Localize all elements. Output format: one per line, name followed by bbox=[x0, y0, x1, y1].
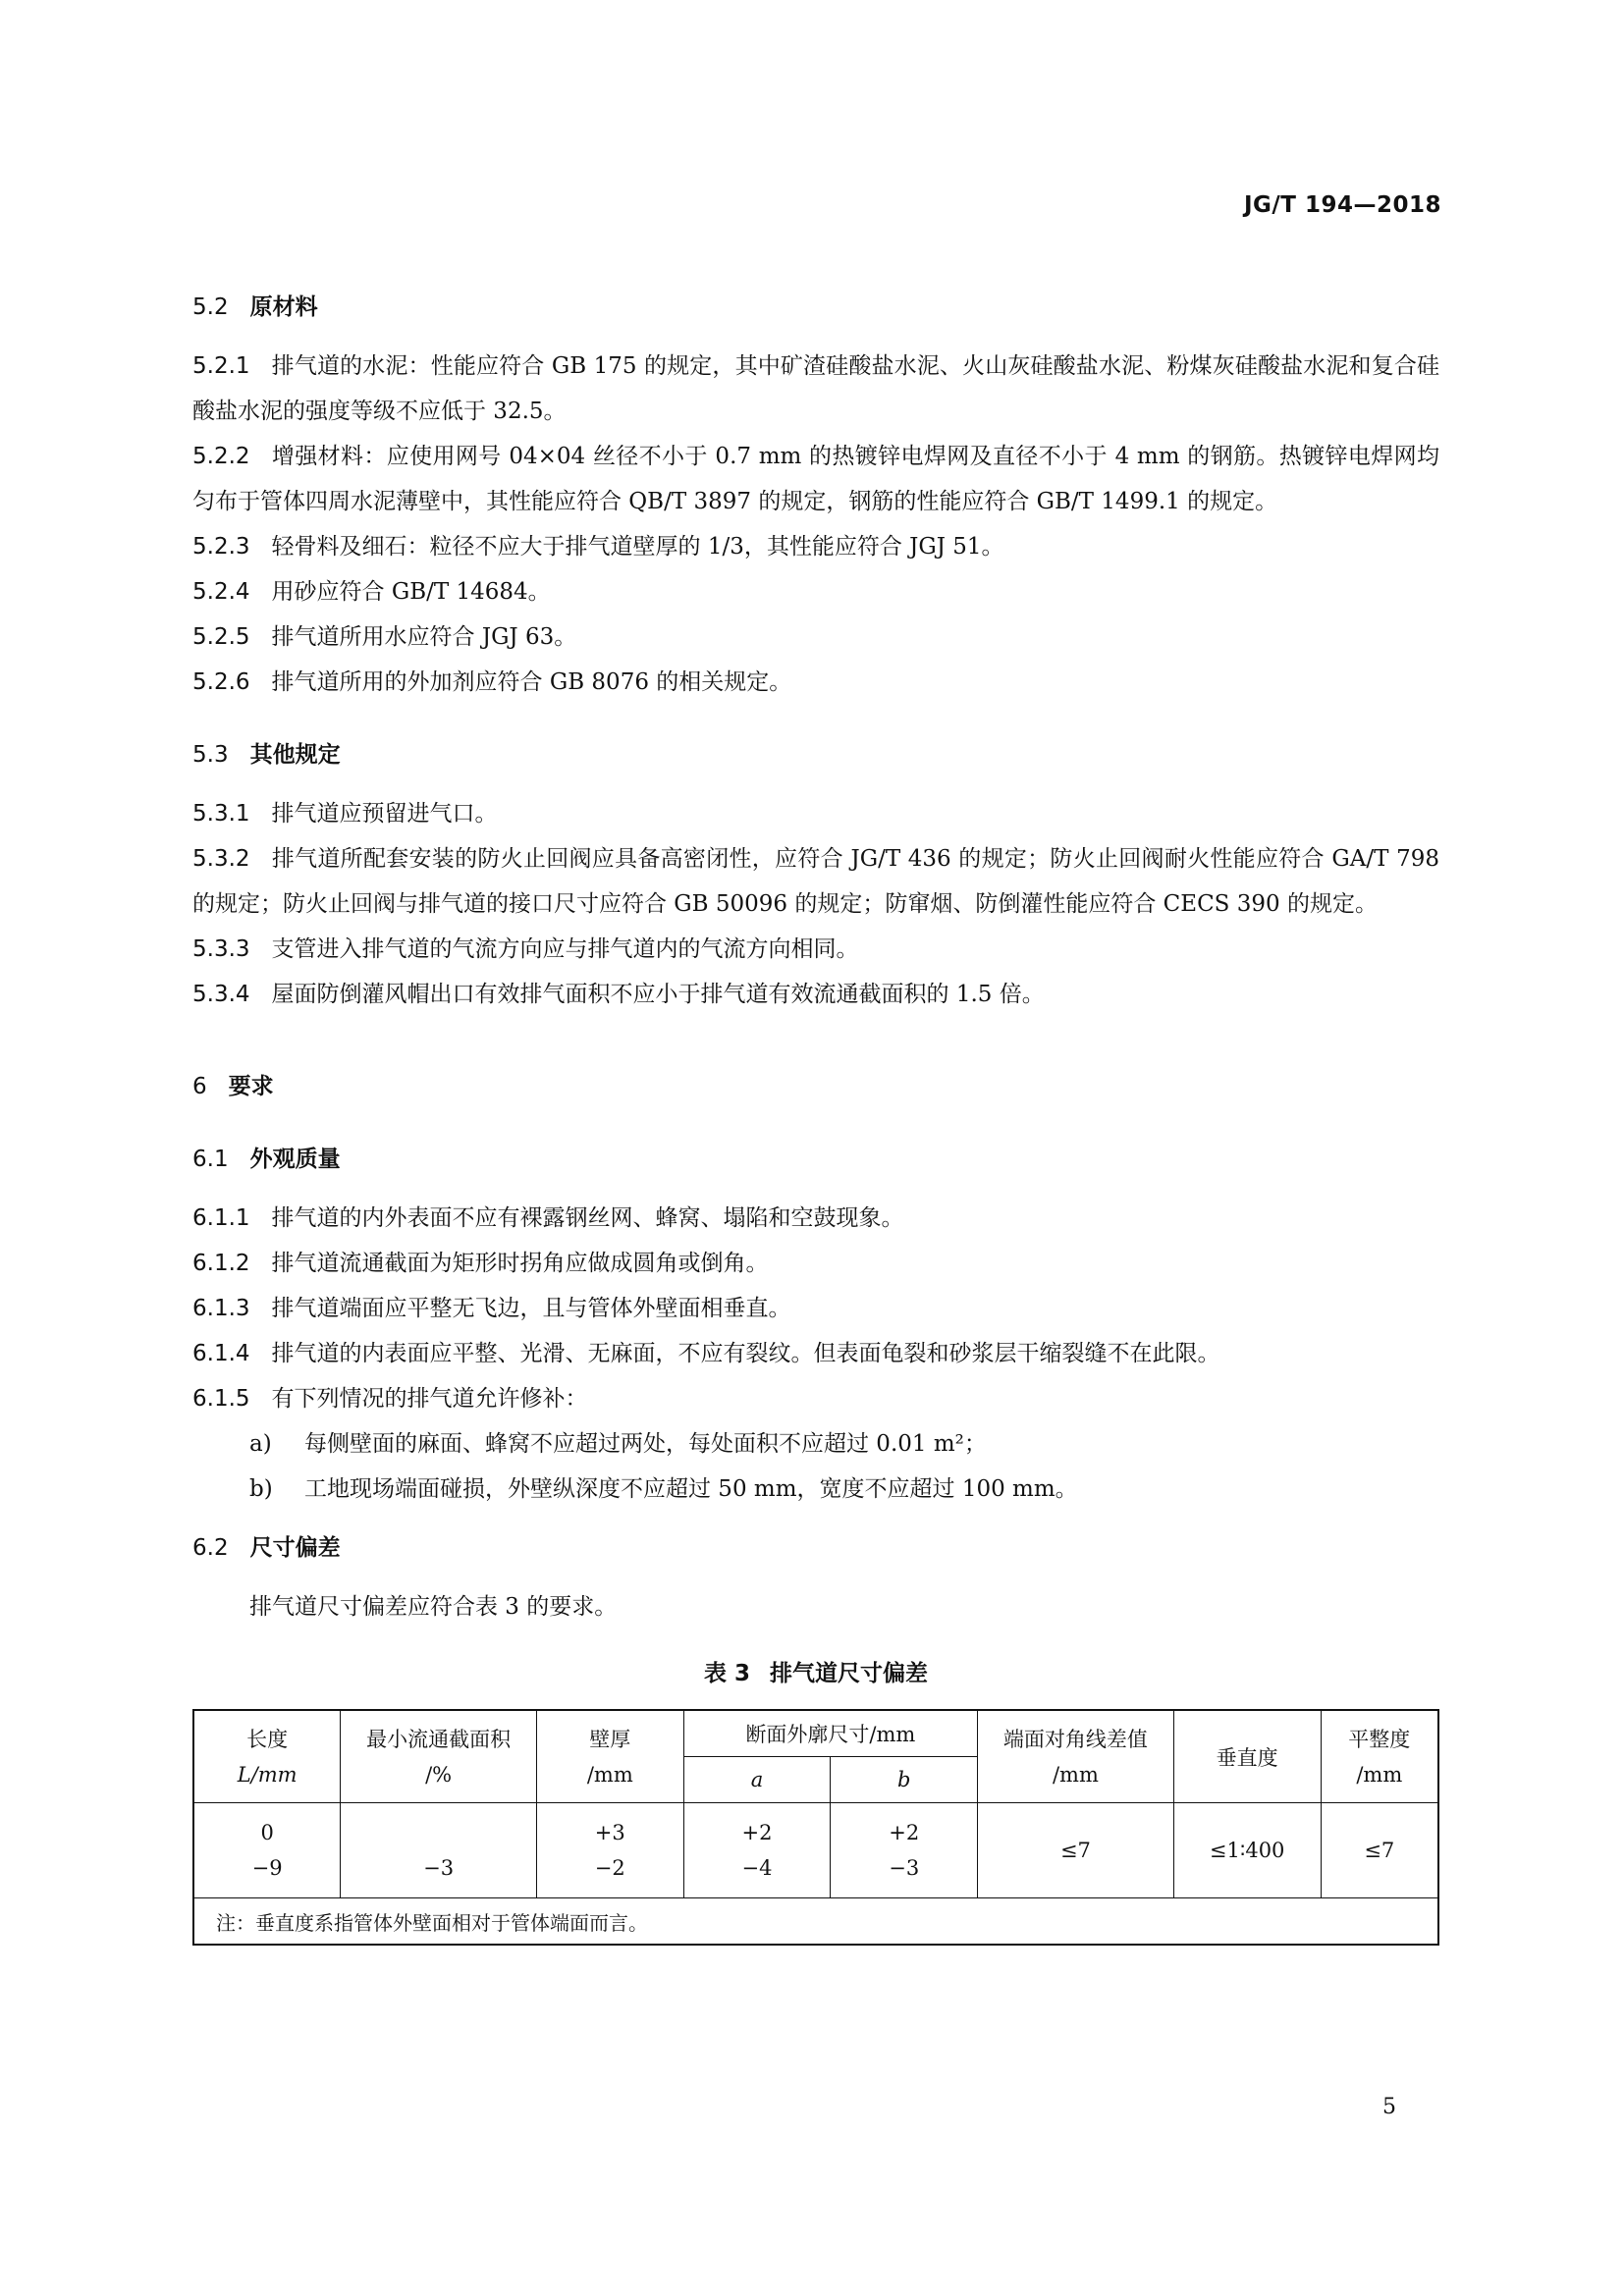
table-3-caption bbox=[192, 1655, 1439, 1687]
table-title: 排气道尺寸偏差 bbox=[770, 1661, 928, 1686]
cell-outline-b bbox=[831, 1803, 978, 1898]
chapter-6-heading bbox=[192, 1064, 1439, 1109]
header-outline-b: b bbox=[831, 1757, 978, 1803]
list-marker: a) bbox=[249, 1431, 272, 1457]
chapter-title: 要求 bbox=[228, 1074, 274, 1099]
clause-text: 排气道的内外表面不应有裸露钢丝网、蜂窝、塌陷和空鼓现象。 bbox=[271, 1205, 904, 1231]
page-content bbox=[192, 285, 1439, 1946]
standard-code: JG/T 194—2018 bbox=[1243, 192, 1441, 218]
cell-upper: +3 bbox=[594, 1821, 625, 1844]
clause-5-2-2 bbox=[192, 434, 1439, 524]
cell-diagonal: ≤7 bbox=[978, 1803, 1174, 1898]
clause-text: 排气道所用水应符合 JGJ 63。 bbox=[271, 624, 577, 650]
header-text: 长度 bbox=[246, 1727, 289, 1751]
header-min-area bbox=[341, 1710, 537, 1803]
table-label: 表 3 bbox=[703, 1661, 750, 1686]
cell-length bbox=[193, 1803, 341, 1898]
header-verticality: 垂直度 bbox=[1173, 1710, 1321, 1803]
chapter-number: 6 bbox=[192, 1074, 207, 1099]
cell-min-area bbox=[341, 1803, 537, 1898]
header-text: 最小流通截面积 bbox=[366, 1727, 512, 1751]
section-title: 其他规定 bbox=[249, 742, 341, 768]
clause-6-1-3 bbox=[192, 1286, 1439, 1331]
clause-number: 5.3.3 bbox=[192, 936, 250, 962]
cell-upper: +2 bbox=[889, 1821, 920, 1844]
section-6-1-heading bbox=[192, 1137, 1439, 1182]
header-unit: L/mm bbox=[237, 1762, 298, 1787]
clause-5-2-3 bbox=[192, 524, 1439, 569]
header-flatness bbox=[1321, 1710, 1438, 1803]
clause-6-2-text bbox=[192, 1584, 1439, 1629]
clause-5-3-1 bbox=[192, 791, 1439, 836]
section-number: 6.2 bbox=[192, 1535, 229, 1561]
header-unit: /mm bbox=[586, 1762, 633, 1787]
section-5-2-heading bbox=[192, 285, 1439, 330]
clause-number: 5.3.4 bbox=[192, 982, 250, 1007]
clause-text: 增强材料：应使用网号 04×04 丝径不小于 0.7 mm 的热镀锌电焊网及直径不小于 4 mm 的钢筋。热镀锌电焊网均匀布于管体四周水泥薄壁中，其性能应符合 QB/T 3897 的规定，钢筋的性能应符合 GB/T 1499.1 的规定。 bbox=[192, 444, 1439, 514]
section-5-3-heading bbox=[192, 732, 1439, 777]
clause-5-3-4 bbox=[192, 972, 1439, 1017]
cell-upper: +2 bbox=[741, 1821, 773, 1844]
cell-lower: −9 bbox=[251, 1856, 283, 1880]
clause-number: 5.3.1 bbox=[192, 801, 250, 827]
clause-6-1-5 bbox=[192, 1376, 1439, 1421]
dimension-deviation-table bbox=[192, 1709, 1439, 1946]
clause-text: 排气道端面应平整无飞边，且与管体外壁面相垂直。 bbox=[271, 1296, 791, 1321]
clause-text: 用砂应符合 GB/T 14684。 bbox=[271, 579, 551, 605]
header-length bbox=[193, 1710, 341, 1803]
header-text: 端面对角线差值 bbox=[1002, 1727, 1148, 1751]
cell-verticality: ≤1∶400 bbox=[1173, 1803, 1321, 1898]
list-text: 工地现场端面碰损，外壁纵深度不应超过 50 mm，宽度不应超过 100 mm。 bbox=[304, 1476, 1078, 1502]
section-number: 6.1 bbox=[192, 1147, 229, 1172]
clause-number: 5.2.3 bbox=[192, 534, 250, 560]
clause-5-2-5 bbox=[192, 614, 1439, 660]
list-item-b bbox=[192, 1467, 1439, 1512]
header-outline-a: a bbox=[683, 1757, 831, 1803]
section-title: 原材料 bbox=[249, 294, 318, 320]
clause-text: 排气道的水泥：性能应符合 GB 175 的规定，其中矿渣硅酸盐水泥、火山灰硅酸盐水泥、粉煤灰硅酸盐水泥和复合硅酸盐水泥的强度等级不应低于 32.5。 bbox=[192, 353, 1439, 424]
clause-text: 有下列情况的排气道允许修补： bbox=[271, 1386, 588, 1412]
header-text: 平整度 bbox=[1348, 1727, 1411, 1751]
clause-6-1-1 bbox=[192, 1196, 1439, 1241]
header-unit: /mm bbox=[1356, 1762, 1403, 1787]
clause-text: 排气道所用的外加剂应符合 GB 8076 的相关规定。 bbox=[271, 669, 792, 695]
section-number: 5.3 bbox=[192, 742, 229, 768]
clause-text: 排气道的内表面应平整、光滑、无麻面，不应有裂纹。但表面龟裂和砂浆层干缩裂缝不在此限。 bbox=[271, 1341, 1220, 1366]
clause-number: 5.2.1 bbox=[192, 353, 250, 379]
cell-lower: −3 bbox=[889, 1856, 920, 1880]
list-item-a bbox=[192, 1421, 1439, 1467]
clause-text: 屋面防倒灌风帽出口有效排气面积不应小于排气道有效流通截面积的 1.5 倍。 bbox=[271, 982, 1045, 1007]
clause-number: 6.1.5 bbox=[192, 1386, 250, 1412]
clause-5-2-1 bbox=[192, 344, 1439, 434]
clause-number: 6.1.1 bbox=[192, 1205, 250, 1231]
section-6-2-heading bbox=[192, 1525, 1439, 1571]
clause-6-1-2 bbox=[192, 1241, 1439, 1286]
clause-text: 轻骨料及细石：粒径不应大于排气道壁厚的 1/3，其性能应符合 JGJ 51。 bbox=[271, 534, 1004, 560]
cell-flatness: ≤7 bbox=[1321, 1803, 1438, 1898]
clause-5-2-6 bbox=[192, 660, 1439, 705]
section-number: 5.2 bbox=[192, 294, 229, 320]
list-marker: b) bbox=[249, 1476, 273, 1502]
header-wall-thickness bbox=[536, 1710, 683, 1803]
clause-number: 6.1.4 bbox=[192, 1341, 250, 1366]
cell-lower: −3 bbox=[423, 1856, 455, 1880]
clause-5-3-3 bbox=[192, 927, 1439, 972]
clause-text: 排气道尺寸偏差应符合表 3 的要求。 bbox=[249, 1594, 618, 1620]
header-outline-size: 断面外廓尺寸/mm bbox=[683, 1710, 977, 1757]
clause-text: 支管进入排气道的气流方向应与排气道内的气流方向相同。 bbox=[271, 936, 859, 962]
cell-upper: 0 bbox=[260, 1821, 274, 1844]
clause-number: 6.1.3 bbox=[192, 1296, 250, 1321]
section-title: 外观质量 bbox=[249, 1147, 341, 1172]
header-unit: /mm bbox=[1052, 1762, 1099, 1787]
cell-outline-a bbox=[683, 1803, 831, 1898]
table-row bbox=[193, 1803, 1438, 1898]
list-text: 每侧壁面的麻面、蜂窝不应超过两处，每处面积不应超过 0.01 m²； bbox=[304, 1431, 987, 1457]
clause-number: 5.2.2 bbox=[192, 444, 250, 469]
clause-text: 排气道应预留进气口。 bbox=[271, 801, 498, 827]
table-note: 注：垂直度系指管体外壁面相对于管体端面而言。 bbox=[193, 1898, 1438, 1946]
page-number: 5 bbox=[1382, 2095, 1396, 2119]
cell-lower: −2 bbox=[594, 1856, 625, 1880]
header-unit: /% bbox=[425, 1762, 453, 1787]
header-text: 壁厚 bbox=[589, 1727, 631, 1751]
clause-6-1-4 bbox=[192, 1331, 1439, 1376]
clause-number: 5.2.4 bbox=[192, 579, 250, 605]
clause-number: 6.1.2 bbox=[192, 1251, 250, 1276]
section-title: 尺寸偏差 bbox=[249, 1535, 341, 1561]
clause-text: 排气道所配套安装的防火止回阀应具备高密闭性，应符合 JG/T 436 的规定；防火止回阀耐火性能应符合 GA/T 798 的规定；防火止回阀与排气道的接口尺寸应符合 GB 50096 的规定；防窜烟、防倒灌性能应符合 CECS 390 的规定。 bbox=[192, 846, 1439, 917]
clause-text: 排气道流通截面为矩形时拐角应做成圆角或倒角。 bbox=[271, 1251, 769, 1276]
clause-number: 5.2.6 bbox=[192, 669, 250, 695]
header-diagonal-diff bbox=[978, 1710, 1174, 1803]
clause-5-3-2 bbox=[192, 836, 1439, 927]
clause-number: 5.2.5 bbox=[192, 624, 250, 650]
cell-lower: −4 bbox=[741, 1856, 773, 1880]
clause-5-2-4 bbox=[192, 569, 1439, 614]
cell-wall bbox=[536, 1803, 683, 1898]
clause-number: 5.3.2 bbox=[192, 846, 250, 872]
